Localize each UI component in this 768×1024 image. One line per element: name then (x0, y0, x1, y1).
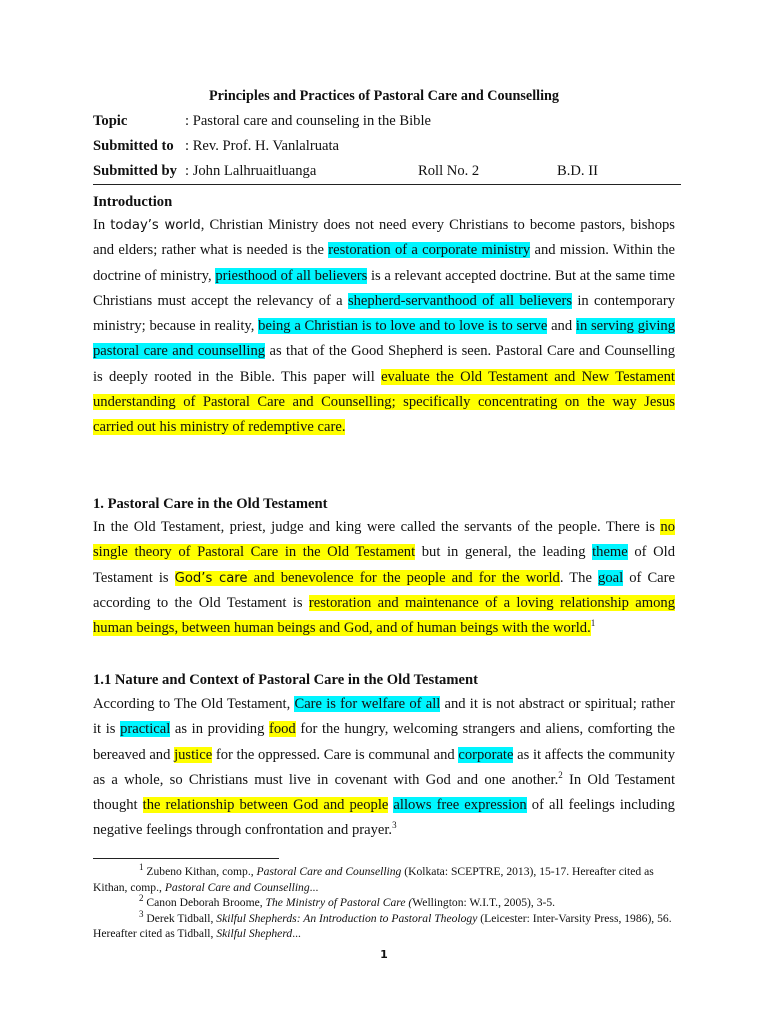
footnote-3: $^3$ Derek Tidball, Skilful Shepherds: An Introduction to Pastoral Theology (Leicester: Inter-Varsity Press, 1986), 56. Hereafter cited as Tidball, Skilful Shepherd... (93, 908, 672, 941)
footnote-ref: 2 (558, 770, 563, 781)
footnote-ref: 1 (590, 618, 596, 629)
footnote-2: $^2$ Canon Deborah Broome, The Ministry of Pastoral Care (Wellington: W.I.T., 2005), 3-5. (139, 893, 556, 910)
highlight-yellow: restoration and maintenance of a loving relationship among human beings, between human beings and God, and of human beings with the world. (93, 594, 676, 637)
class-label: B.D. II (557, 163, 598, 179)
highlight-cyan: restoration of a corporate ministry (328, 242, 531, 259)
intro-heading: Introduction (93, 194, 173, 210)
highlight-cyan: corporate (458, 746, 514, 763)
highlight-cyan: priesthood of all believers (215, 267, 368, 284)
footnote-ref: 3 (392, 820, 397, 831)
section1-heading: 1. Pastoral Care in the Old Testament (93, 496, 328, 512)
highlight-yellow: the relationship between God and people (142, 797, 389, 814)
highlight-cyan: in serving giving pastoral care and counselling (93, 318, 675, 360)
meta-submitted-by (93, 163, 675, 180)
highlight-cyan: being a Christian is to love and to love is to serve (258, 318, 548, 335)
document-title: Principles and Practices of Pastoral Care and Counselling (208, 88, 560, 104)
highlight-yellow: evaluate the Old Testament and New Testament understanding of Pastoral Care and Counselling; specifically concentrating on the way Jesus carried out his ministry of redemptive care. (93, 368, 675, 436)
intro-paragraph: In today’s world, Christian Ministry does not need every Christians to become pastors, bishops and elders; rather what is needed is the restoration of a corporate ministry and mission. Within the doctrine of ministry, priesthood of all believers is a relevant accepted doctrine. But at the same time Christians must accept the relevancy of a shepherd-servanthood of all believers in contemporary ministry; because in reality, being a Christian is to love and to love is to serve and in serving giving pastoral care and counselling as that of the Good Shepherd is seen. Pastoral Care and Counselling is deeply rooted in the Bible. This paper will evaluate the Old Testament and New Testament understanding of Pastoral Care and Counselling; specifically concentrating on the way Jesus carried out his ministry of redemptive care. (93, 217, 676, 436)
highlight-cyan: practical (120, 721, 171, 738)
meta-submitted-to (93, 138, 339, 155)
highlight-yellow: and benevolence for the people and for the world (247, 569, 560, 586)
highlight-yellow: food (268, 721, 296, 738)
meta-topic (93, 113, 431, 130)
highlight-cyan: shepherd-servanthood of all believers (347, 292, 573, 309)
submitted-by-value: : John Lalhruaitluanga (185, 163, 317, 179)
highlight-yellow: God’s care (174, 570, 248, 586)
highlight-cyan: Care is for welfare of all (294, 696, 441, 712)
highlight-cyan: goal (598, 569, 624, 586)
section1-paragraph: In the Old Testament, priest, judge and king were called the servants of the people. There is no single theory of Pastoral Care in the Old Testament but in general, the leading theme of Old Testament is God’s care and benevolence for the people and for the world. The goal of Care according to the Old Testament is restoration and maintenance of a loving relationship among human beings, between human beings and God, and of human beings with the world.$^1$ (93, 519, 676, 637)
roll-number: Roll No. 2 (418, 163, 480, 179)
section1-1-paragraph: According to The Old Testament, Care is for welfare of all and it is not abstract or spiritual; rather it is practical as in providing food for the hungry, welcoming strangers and aliens, comforting the bereaved and justice for the oppressed. Care is communal and corporate as it affects the community as a whole, so Christians must live in covenant with God and one another.$^2$ In Old Testament thought the relationship between God and people allows free expression of all feelings including negative feelings through confrontation and prayer.$^3$ (93, 696, 676, 839)
highlight-cyan: theme (592, 544, 628, 561)
footnotes (93, 864, 675, 942)
submitted-to-value: : Rev. Prof. H. Vanlalruata (185, 138, 340, 154)
header-divider (93, 184, 681, 185)
highlight-yellow: no single theory of Pastoral Care in the Old Testament (93, 519, 675, 561)
footnote-1: $^1$ Zubeno Kithan, comp., Pastoral Care and Counselling (Kolkata: SCEPTRE, 2013), 15-17. Hereafter cited as Kithan, comp., Pastoral Care and Counselling... (93, 862, 654, 894)
highlight-yellow: justice (174, 746, 213, 763)
topic-value: : Pastoral care and counseling in the Bible (185, 113, 431, 129)
section1-1-heading: 1.1 Nature and Context of Pastoral Care in the Old Testament (93, 672, 478, 688)
submitted-to-label: Submitted to (93, 138, 174, 154)
footnote-divider (93, 858, 279, 859)
page-number: 1 (380, 948, 388, 961)
topic-label: Topic (93, 113, 128, 129)
submitted-by-label: Submitted by (93, 163, 177, 179)
highlight-cyan: allows free expression (393, 797, 527, 814)
